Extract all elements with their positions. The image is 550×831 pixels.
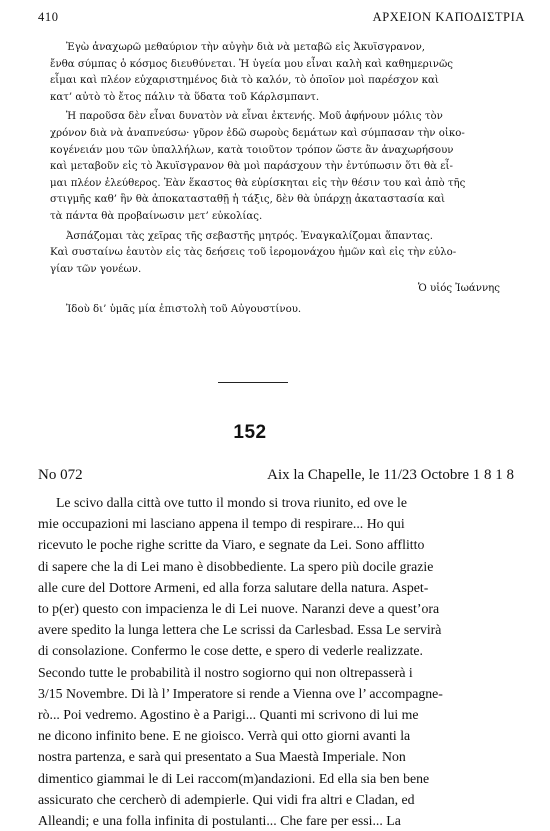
- italian-letter: [38, 492, 514, 831]
- greek-paragraph-1: Ἐγὼ ἀναχωρῶ μεθαύριον τὴν αὐγὴν διὰ νὰ μεταβῶ εἰς Ἀκυϊσγρανον, ἔνθα σύμπας ὁ κόσμος διευθύνεται. Ἡ ὑγεία μου εἶναι καλὴ καὶ καθημερινῶς εἶμαι καὶ πλέον εὐχαριστημένος διὰ τὸ καλόν, τὸ ὁποῖον μοὶ παρέσχον καὶ κατ’ αὐτὸ τὸ ἔτος πάλιν τὰ ὕδατα τοῦ Κάρλσμπαντ.: [50, 42, 453, 103]
- place-and-date: Aix la Chapelle, le 11/23 Octobre 1 8 1 8: [267, 467, 514, 483]
- page-number: 410: [38, 10, 59, 24]
- letter-heading: [38, 467, 514, 487]
- signature: Ὁ υἱός Ἰωάννης: [418, 283, 500, 295]
- italian-paragraph: Le scivo dalla città ove tutto il mondo si trova riunito, ed ove le mie occupazioni mi lasciano appena il tempo di respirare... Ho qui ricevuto le poche righe scritte da Viaro, e segnate da Lei. Sono afflitto di sapere che la di Lei mano è disobbediente. La spero più docile grazie alle cure del Dottore Armeni, ed alla forza salutare della natura. Aspet- to p(er) questo con impacienza le di Lei nuove. Naranzi deve a quest’ora avere spedito la lunga lettera che Le scrissi da Carlesbad. Essa Le servirà di consolazione. Confermo le cose dette, e spero di vederle realizzate. Secondo tutte le probabilità il nostro sogiorno qui non oltrepasserà i 3/15 Novembre. Di là l’ Imperatore si rende a Vienna ove l’ accompagne- rò... Poi vedremo. Agostino è a Parigi... Quanti mi scrivono di lui me ne dicono infinito bene. E ne gioisco. Verrà qui otto giorni avanti la nostra partenza, e sarà qui presentato a Sua Maestà Imperiale. Non dimentico giammai le di Lei raccom(m)andazioni. Ed ella sia ben bene assicurato che cercherò di adempierle. Qui vidi fra altri e Cladan, ed Alleandi; e una folla infinita di postulanti... Che fare per essi... La: [38, 495, 443, 829]
- running-head: [38, 10, 525, 26]
- greek-paragraph-2: Ἡ παροῦσα δὲν εἶναι δυνατὸν νὰ εἶναι ἐκτενής. Μοῦ ἀφήνουν μόλις τὸν χρόνον διὰ νὰ ἀναπνεύσω· γῦρον ἐδῶ σωροὺς δεμάτων καὶ σύμπασαν τὴν οἰκο- κογένειάν μου τῶν ὑπαλλήλων, κατὰ τοιοῦτον τρόπον ὥστε ἂν ἀναχωρήσουν καὶ μεταβοῦν εἰς τὸ Ἀκυϊσγρανον θὰ μοὶ παράσχουν τὴν ἐντύπωσιν ὅτι θὰ εἶ- μαι πλέον ἐλεύθερος. Ἐὰν ἕκαστος θὰ εὑρίσκηται εἰς τὴν θέσιν του καὶ ἀπὸ τῆς στιγμῆς καθ’ ἣν θὰ ἀποκατασταθῇ ἡ τάξις, δὲν θὰ ὑπάρχῃ ἀκαταστασία καὶ τὰ πάντα θὰ προβαίνωσιν μετ’ εὐκολίας.: [50, 111, 466, 222]
- greek-letter: [50, 40, 512, 322]
- postscript: Ἰδοὺ δι’ ὑμᾶς μία ἐπιστολὴ τοῦ Αὐγουστίνου.: [66, 303, 302, 315]
- section-divider: [218, 382, 288, 383]
- document-number: 152: [233, 422, 267, 443]
- running-title: ΑΡΧΕΙΟΝ ΚΑΠΟΔΙΣΤΡΙΑ: [372, 10, 525, 24]
- greek-paragraph-3: Ἀσπάζομαι τὰς χεῖρας τῆς σεβαστῆς μητρός. Ἐναγκαλίζομαι ἅπαντας. Καὶ συσταίνω ἑαυτὸν εἰς τὰς δεήσεις τοῦ ἱερομονάχου ἡμῶν καὶ εἰς τὴν εὐλο- γίαν τῶν γονέων.: [50, 230, 457, 275]
- letter-reference: No 072: [38, 467, 83, 483]
